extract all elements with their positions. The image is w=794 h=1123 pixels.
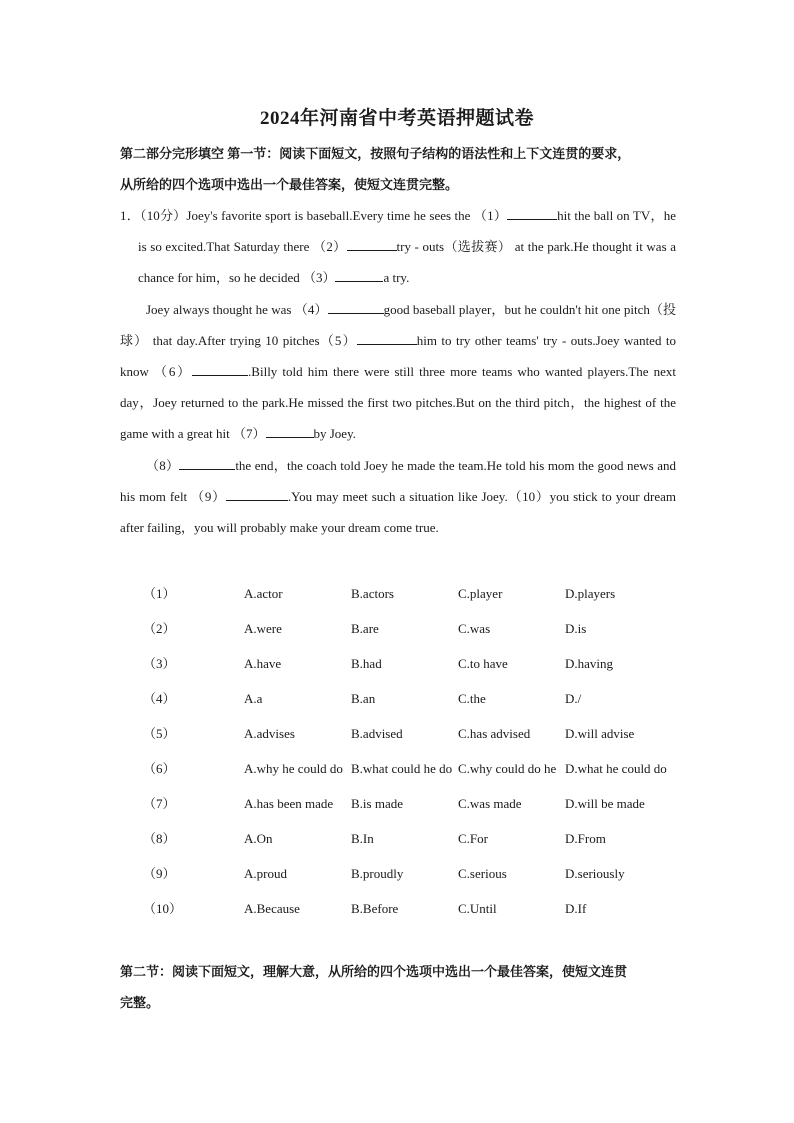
option-c[interactable]: C.why could do he: [458, 761, 557, 776]
option-a[interactable]: A.Because: [244, 901, 300, 916]
option-row: [143, 613, 683, 644]
item-number: （4）: [143, 691, 176, 706]
option-a[interactable]: A.a: [244, 691, 263, 706]
option-d[interactable]: D.If: [565, 901, 587, 916]
blank-9[interactable]: [226, 487, 288, 501]
passage-text: by Joey.: [313, 426, 356, 442]
instruction-line: 第二部分完形填空 第一节：阅读下面短文，按照句子结构的语法性和上下文连贯的要求，: [120, 146, 631, 161]
option-row: [143, 823, 683, 854]
item-number: （6）: [143, 761, 176, 776]
option-row: [143, 893, 683, 924]
option-a[interactable]: A.has been made: [244, 796, 334, 811]
passage-text: （8）: [146, 457, 180, 473]
option-c[interactable]: C.to have: [458, 656, 508, 671]
option-b[interactable]: B.In: [351, 831, 374, 846]
blank-6[interactable]: [192, 362, 248, 376]
blank-5[interactable]: [357, 331, 417, 345]
paragraph-2: [120, 294, 676, 450]
option-row: [143, 648, 683, 679]
item-number: （1）: [143, 586, 176, 601]
blank-1[interactable]: [507, 206, 557, 220]
option-d[interactable]: D.what he could do: [565, 761, 667, 776]
option-b[interactable]: B.actors: [351, 586, 394, 601]
option-row: [143, 858, 683, 889]
passage-text: him to try other teams' try - outs.Joey wanted to know （6）: [120, 332, 676, 380]
option-d[interactable]: D.players: [565, 586, 616, 601]
option-a[interactable]: A.proud: [244, 866, 287, 881]
option-c[interactable]: C.the: [458, 691, 486, 706]
passage-text: .Billy told him there were still three more teams who wanted players.The next day，Joey returned to the park.He missed the first two pitches.But on the third pitch，the highest of the game with a great hit （7）: [120, 364, 677, 442]
item-number: （8）: [143, 831, 176, 846]
instruction-line: 从所给的四个选项中选出一个最佳答案，使短文连贯完整。: [120, 177, 459, 192]
passage-text: .You may meet such a situation like Joey.（10）: [287, 488, 550, 504]
option-b[interactable]: B.is made: [351, 796, 403, 811]
instruction-line: 完整。: [120, 995, 160, 1010]
option-d[interactable]: D.will advise: [565, 726, 635, 741]
blank-4[interactable]: [328, 300, 384, 314]
blank-8[interactable]: [179, 456, 235, 470]
passage-text: a try.: [383, 270, 410, 286]
option-c[interactable]: C.Until: [458, 901, 497, 916]
option-row: [143, 753, 683, 784]
option-b[interactable]: B.had: [351, 656, 382, 671]
option-d[interactable]: D.having: [565, 656, 614, 671]
option-b[interactable]: B.proudly: [351, 866, 404, 881]
option-row: [143, 683, 683, 714]
passage-text: you stick to your dream after failing，you will probably make your dream come true.: [120, 488, 676, 536]
option-d[interactable]: D.From: [565, 831, 606, 846]
option-c[interactable]: C.serious: [458, 866, 507, 881]
option-b[interactable]: B.are: [351, 621, 379, 636]
item-number: （10）: [143, 901, 183, 916]
option-a[interactable]: A.have: [244, 656, 282, 671]
blank-3[interactable]: [335, 268, 383, 282]
question-label: 1．（10分）: [120, 208, 187, 223]
option-b[interactable]: B.an: [351, 691, 376, 706]
option-a[interactable]: A.why he could do: [244, 761, 343, 776]
item-number: （3）: [143, 656, 176, 671]
option-c[interactable]: C.For: [458, 831, 488, 846]
passage-text: Joey's favorite sport is baseball.Every time he sees the （1）: [186, 208, 508, 223]
passage-text: the end，the coach told Joey he made the team.He told his mom the good news and his mom felt （9）: [120, 457, 676, 504]
option-a[interactable]: A.were: [244, 621, 282, 636]
blank-7[interactable]: [266, 424, 314, 438]
option-a[interactable]: A.advises: [244, 726, 295, 741]
section-instruction: [120, 138, 676, 200]
option-c[interactable]: C.was: [458, 621, 491, 636]
option-b[interactable]: B.advised: [351, 726, 403, 741]
paragraph-1: [120, 200, 676, 294]
option-a[interactable]: A.On: [244, 831, 273, 846]
option-c[interactable]: C.player: [458, 586, 503, 601]
option-a[interactable]: A.actor: [244, 586, 283, 601]
paragraph-3: [120, 450, 676, 544]
blank-2[interactable]: [347, 237, 397, 251]
option-row: [143, 718, 683, 749]
item-number: （9）: [143, 866, 176, 881]
instruction-line: 第二节：阅读下面短文，理解大意，从所给的四个选项中选出一个最佳答案，使短文连贯: [120, 964, 628, 979]
section-instruction-2: [120, 956, 676, 1018]
option-row: [143, 788, 683, 819]
options-table: [143, 578, 683, 924]
option-d[interactable]: D.seriously: [565, 866, 625, 881]
page-title: 2024年河南省中考英语押题试卷: [259, 108, 534, 129]
option-d[interactable]: D.will be made: [565, 796, 645, 811]
item-number: （2）: [143, 621, 176, 636]
item-number: （5）: [143, 726, 176, 741]
option-row: [143, 578, 683, 609]
item-number: （7）: [143, 796, 176, 811]
passage-text: good baseball player，but he couldn't hit one pitch（投球） that day.After trying 10 pitches（5）: [120, 301, 677, 348]
option-c[interactable]: C.was made: [458, 796, 522, 811]
option-b[interactable]: B.Before: [351, 901, 399, 916]
passage-text: try - outs（选拔赛） at the park.He thought it was a chance for him，so he decided （3）: [138, 239, 676, 286]
passage-text: Joey always thought he was （4）: [146, 301, 328, 317]
option-c[interactable]: C.has advised: [458, 726, 531, 741]
passage-text: hit the ball on TV，he is so excited.That Saturday there （2）: [138, 208, 676, 255]
option-d[interactable]: D.is: [565, 621, 587, 636]
option-b[interactable]: B.what could he do: [351, 761, 453, 776]
option-d[interactable]: D./: [565, 691, 582, 706]
cloze-passage: [120, 200, 676, 543]
